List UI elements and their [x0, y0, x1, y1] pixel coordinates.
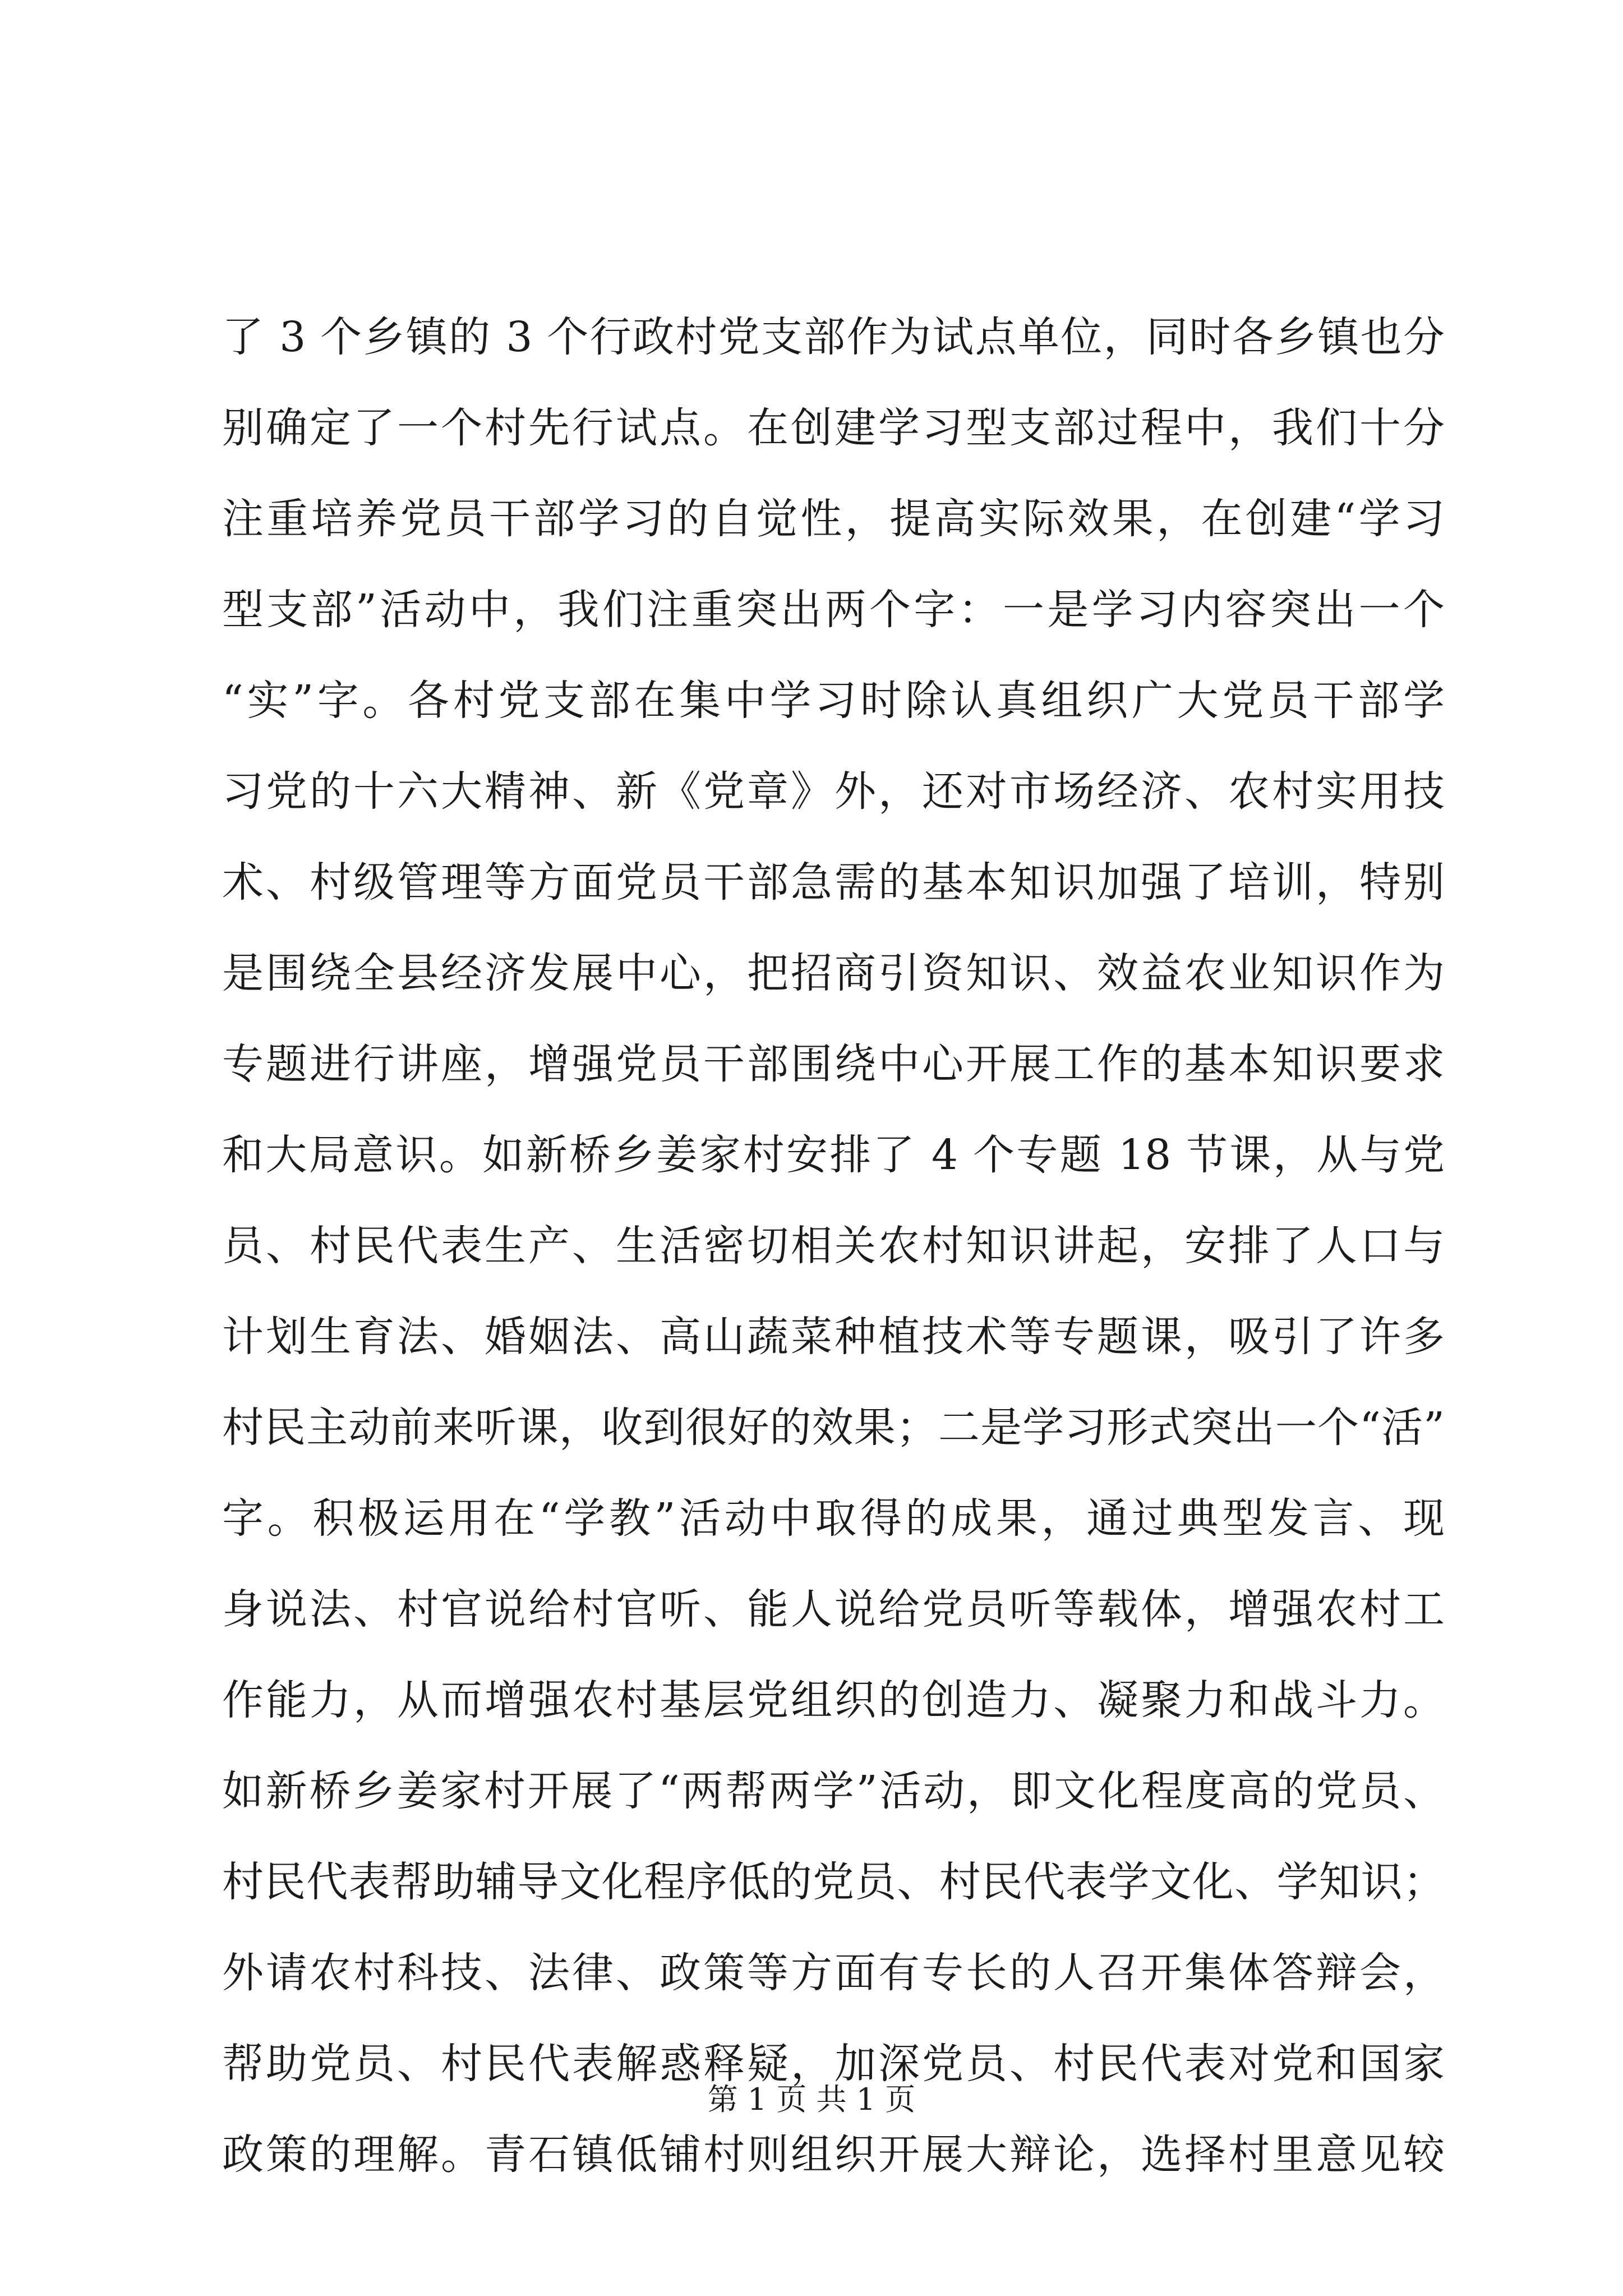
text-line: 帮助党员、村民代表解惑释疑，加深党员、村民代表对党和国家 [222, 2040, 1445, 2088]
text-line: 如新桥乡姜家村开展了“两帮两学”活动，即文化程度高的党员、 [222, 1767, 1445, 1815]
text-line: 政策的理解。青石镇低铺村则组织开展大辩论，选择村里意见较 [222, 2131, 1445, 2179]
body-text [222, 292, 1445, 2200]
text-line: 作能力，从而增强农村基层党组织的创造力、凝聚力和战斗力。 [222, 1676, 1445, 1724]
text-line: 员、村民代表生产、生活密切相关农村知识讲起，安排了人口与 [222, 1222, 1445, 1270]
page-footer: 第 1 页 共 1 页 [707, 2082, 916, 2117]
text-line: 了 3 个乡镇的 3 个行政村党支部作为试点单位，同时各乡镇也分 [222, 313, 1445, 361]
text-line: “实”字。各村党支部在集中学习时除认真组织广大党员干部学 [222, 677, 1445, 725]
text-line: 习党的十六大精神、新《党章》外，还对市场经济、农村实用技 [222, 767, 1445, 816]
text-line: 村民主动前来听课，收到很好的效果；二是学习形式突出一个“活” [222, 1404, 1445, 1452]
text-line: 村民代表帮助辅导文化程序低的党员、村民代表学文化、学知识； [222, 1858, 1445, 1906]
text-line: 外请农村科技、法律、政策等方面有专长的人召开集体答辩会， [222, 1949, 1445, 1997]
text-line: 别确定了一个村先行试点。在创建学习型支部过程中，我们十分 [222, 404, 1445, 452]
text-line: 型支部”活动中，我们注重突出两个字：一是学习内容突出一个 [222, 586, 1445, 634]
text-line: 专题进行讲座，增强党员干部围绕中心开展工作的基本知识要求 [222, 1040, 1445, 1088]
text-line: 身说法、村官说给村官听、能人说给党员听等载体，增强农村工 [222, 1585, 1445, 1634]
text-line: 术、村级管理等方面党员干部急需的基本知识加强了培训，特别 [222, 858, 1445, 907]
text-line: 注重培养党员干部学习的自觉性，提高实际效果，在创建“学习 [222, 495, 1445, 543]
text-line: 计划生育法、婚姻法、高山蔬菜种植技术等专题课，吸引了许多 [222, 1313, 1445, 1361]
text-line: 和大局意识。如新桥乡姜家村安排了 4 个专题 18 节课，从与党 [222, 1131, 1445, 1179]
text-line: 是围绕全县经济发展中心，把招商引资知识、效益农业知识作为 [222, 949, 1445, 997]
text-line: 字。积极运用在“学教”活动中取得的成果，通过典型发言、现 [222, 1494, 1445, 1543]
